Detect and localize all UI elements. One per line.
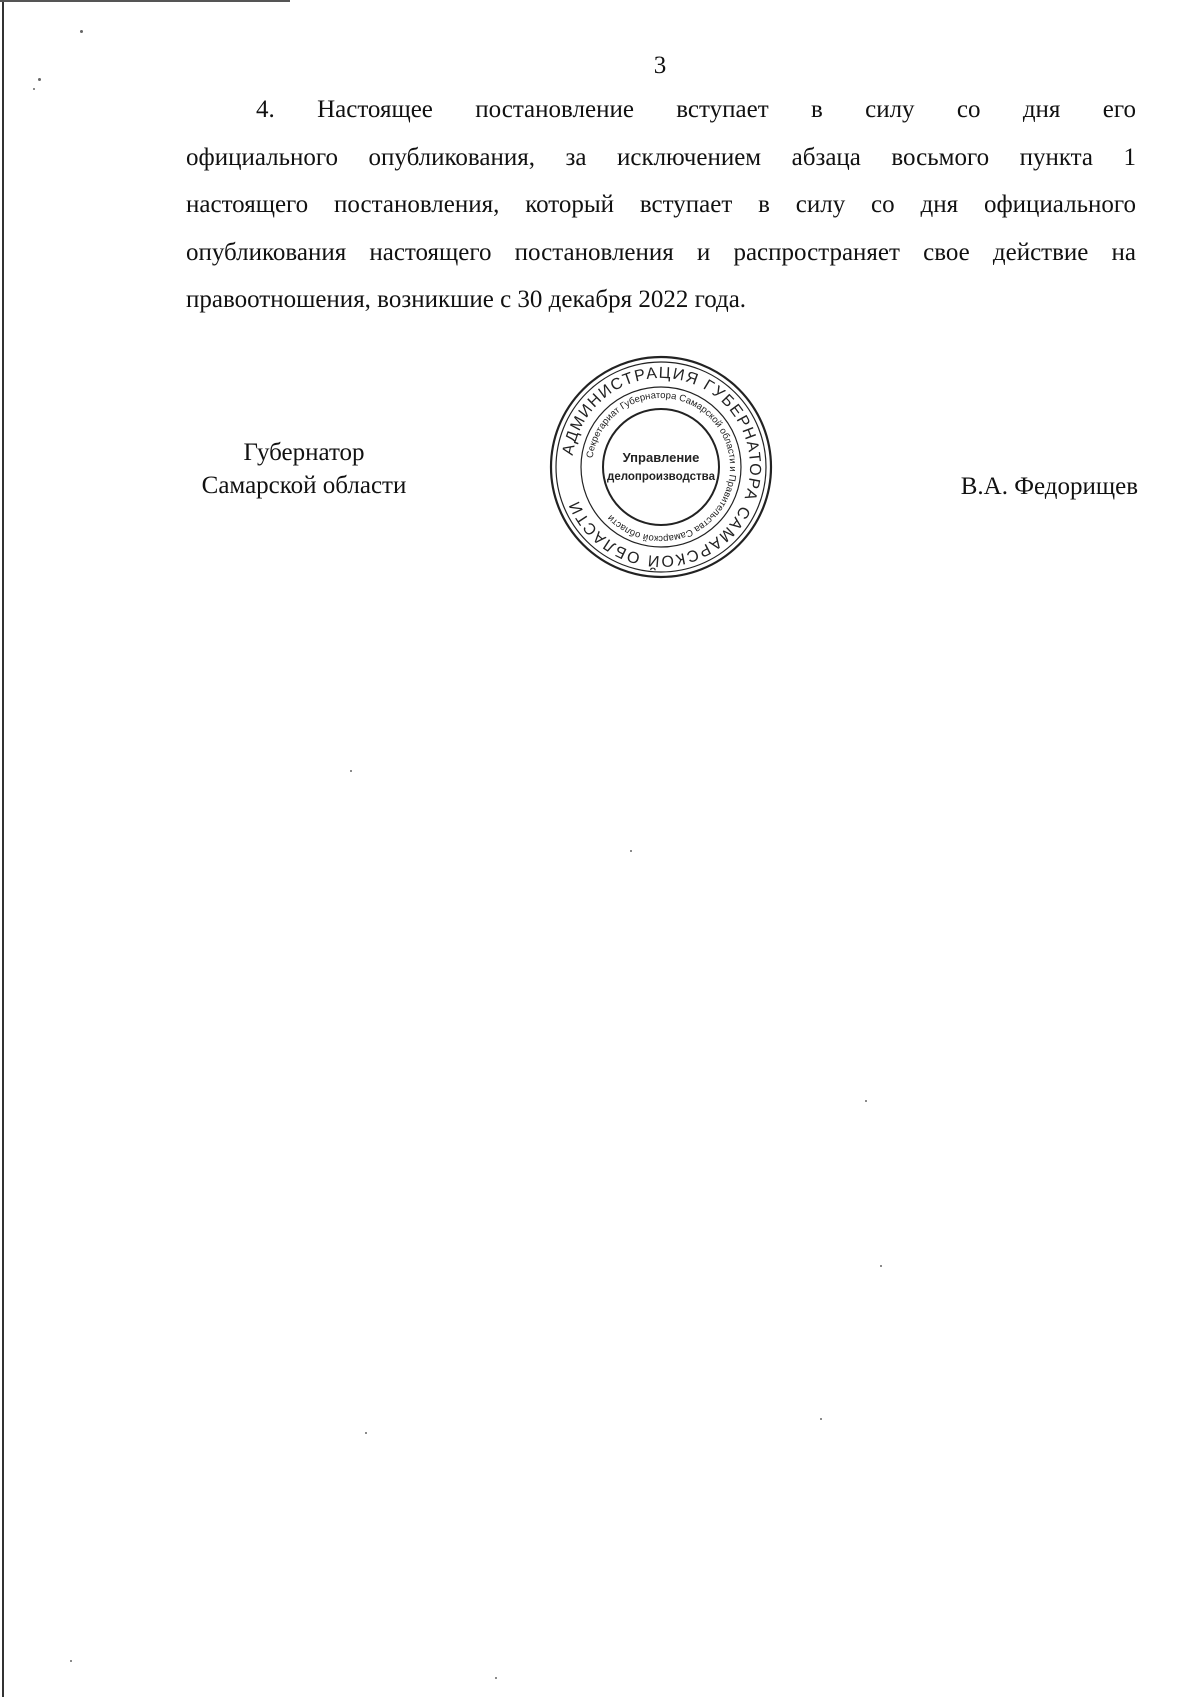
paragraph-4 [186, 86, 1136, 324]
stamp-center-line-2: делопроизводства [607, 471, 715, 483]
scan-speck [350, 770, 352, 772]
paragraph-line: опубликования настоящего постановления и распространяет свое действие на [186, 238, 1136, 266]
scan-edge-top [0, 0, 290, 2]
paragraph-line: официального опубликования, за исключением абзаца восьмого пункта 1 [186, 143, 1136, 171]
signatory-name: В.А. Федорищев [960, 473, 1138, 500]
stamp-inner-ring [603, 409, 719, 525]
stamp-middle-ring [581, 387, 741, 547]
position-line-2: Самарской области [201, 472, 407, 499]
scan-speck [33, 88, 35, 90]
scan-speck [865, 1100, 867, 1102]
paragraph-line: настоящего постановления, который вступает в силу со дня официального [186, 191, 1136, 218]
stamp-center-line-1: Управление [622, 450, 700, 465]
stamp-svg [546, 352, 776, 582]
scan-edge-left [2, 0, 4, 1697]
scan-speck [365, 1432, 367, 1434]
stamp-inner-text: Секретариат Губернатора Самарской области и Правительства Самарской области [584, 389, 739, 545]
scan-speck [820, 1418, 822, 1420]
scan-speck [38, 78, 41, 81]
stamp-outer-text: АДМИНИСТРАЦИЯ ГУБЕРНАТОРА САМАРСКОЙ ОБЛАСТИ [559, 364, 764, 570]
official-stamp [546, 352, 776, 582]
scan-speck [880, 1265, 882, 1267]
scan-speck [70, 1660, 72, 1662]
scan-speck [495, 1677, 497, 1679]
scan-speck [630, 850, 632, 852]
paragraph-line: 4. Настоящее постановление вступает в силу со дня его [256, 96, 1136, 123]
paragraph-line: правоотношения, возникшие с 30 декабря 2022 года. [186, 286, 747, 313]
signature-position [184, 436, 424, 502]
page-number: 3 [653, 52, 667, 79]
scan-speck [80, 30, 83, 33]
position-line-1: Губернатор [243, 439, 365, 466]
